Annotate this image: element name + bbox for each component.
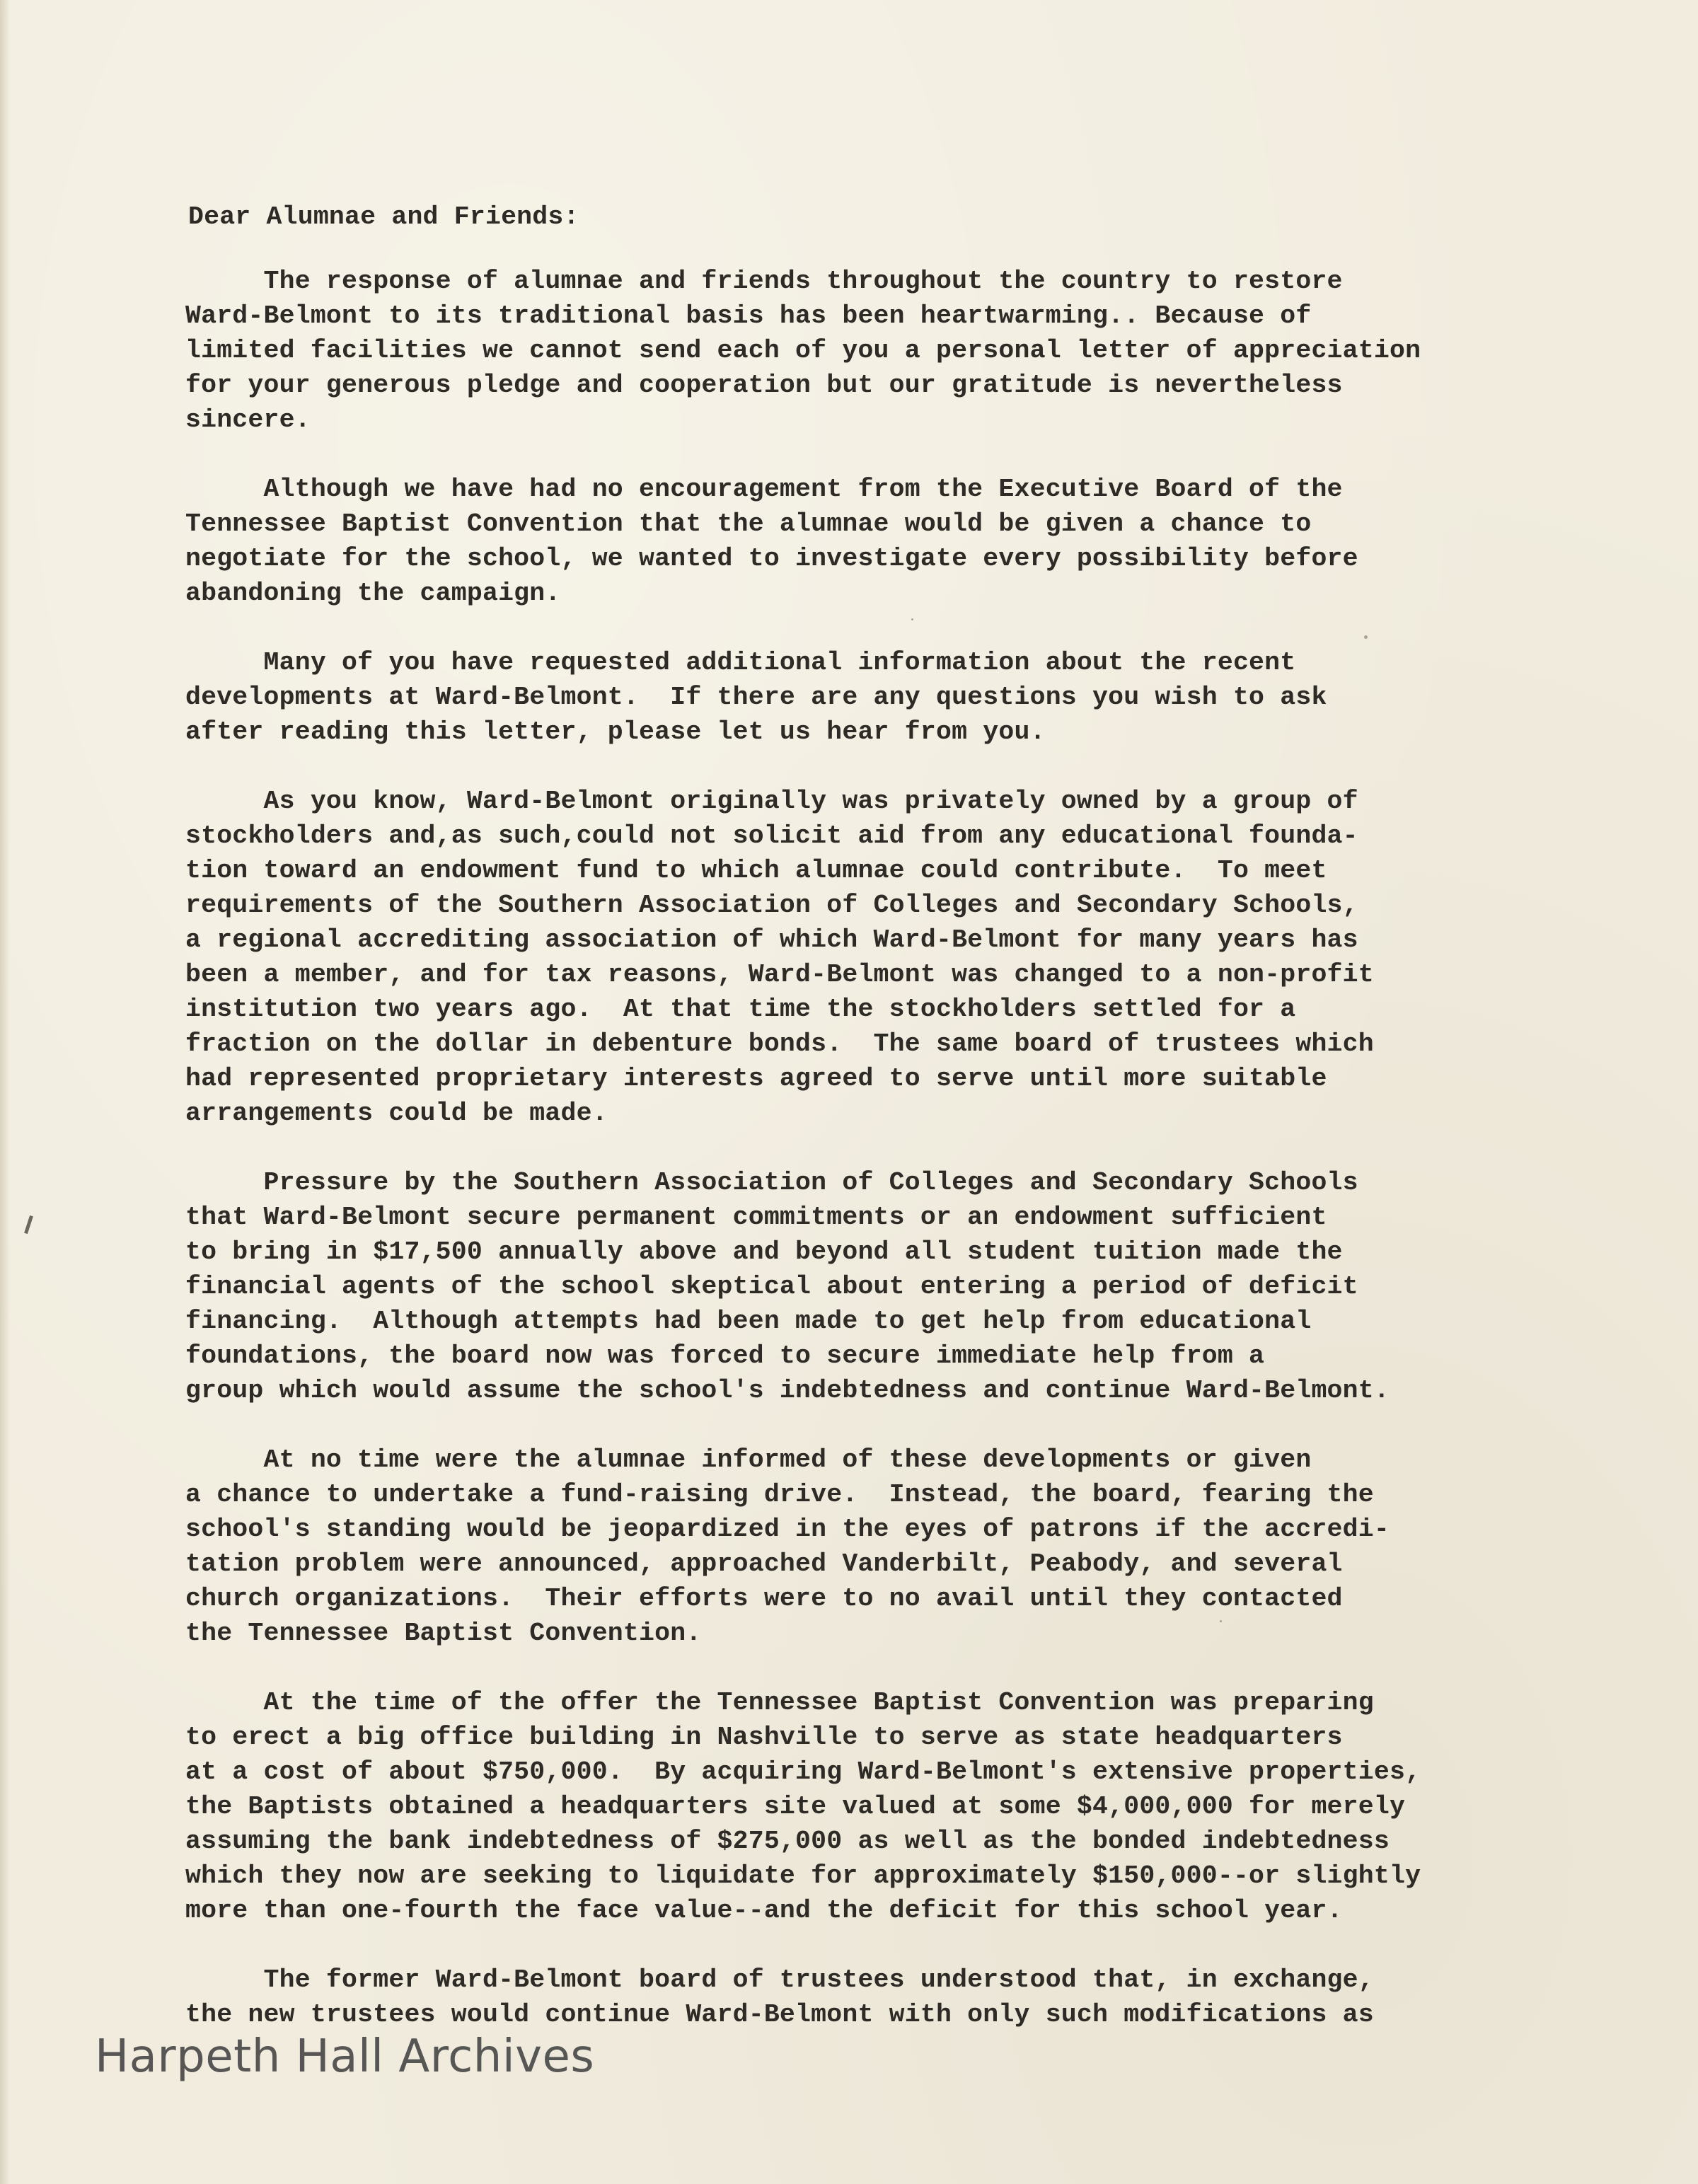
text-line: developments at Ward-Belmont. If there are any questions you wish to ask	[185, 683, 1327, 712]
text-line: stockholders and,as such,could not solicit aid from any educational founda-	[185, 821, 1358, 850]
paragraph-3	[185, 645, 1572, 749]
text-line: sincere.	[185, 405, 311, 434]
text-line: tation problem were announced, approached Vanderbilt, Peabody, and several	[185, 1549, 1343, 1578]
text-line: Pressure by the Southern Association of Colleges and Secondary Schools	[185, 1168, 1358, 1197]
text-line: limited facilities we cannot send each of you a personal letter of appreciation	[185, 336, 1421, 365]
text-line: The response of alumnae and friends throughout the country to restore	[185, 267, 1343, 296]
text-line: Many of you have requested additional information about the recent	[185, 648, 1296, 677]
text-line: tion toward an endowment fund to which alumnae could contribute. To meet	[185, 856, 1327, 885]
text-line: negotiate for the school, we wanted to investigate every possibility before	[185, 544, 1358, 573]
text-line: that Ward-Belmont secure permanent commitments or an endowment sufficient	[185, 1203, 1327, 1232]
paragraph-2	[185, 472, 1572, 611]
text-line: more than one-fourth the face value--and the deficit for this school year.	[185, 1896, 1343, 1925]
text-line: At the time of the offer the Tennessee Baptist Convention was preparing	[185, 1688, 1374, 1717]
text-line: a regional accrediting association of which Ward-Belmont for many years has	[185, 925, 1358, 954]
text-line: after reading this letter, please let us hear from you.	[185, 717, 1046, 746]
text-line: foundations, the board now was forced to secure immediate help from a	[185, 1341, 1265, 1370]
salutation: Dear Alumnae and Friends:	[188, 202, 579, 231]
text-line: a chance to undertake a fund-raising drive. Instead, the board, fearing the	[185, 1480, 1374, 1509]
text-line: arrangements could be made.	[185, 1099, 608, 1128]
text-line: to bring in $17,500 annually above and beyond all student tuition made the	[185, 1237, 1343, 1266]
text-line: to erect a big office building in Nashville to serve as state headquarters	[185, 1723, 1343, 1752]
text-line: fraction on the dollar in debenture bonds. The same board of trustees which	[185, 1029, 1374, 1058]
text-line: assuming the bank indebtedness of $275,000 as well as the bonded indebtedness	[185, 1827, 1390, 1856]
text-line: At no time were the alumnae informed of these developments or given	[185, 1445, 1312, 1474]
text-line: group which would assume the school's indebtedness and continue Ward-Belmont.	[185, 1376, 1390, 1405]
text-line: financing. Although attempts had been made to get help from educational	[185, 1307, 1312, 1336]
text-line: Although we have had no encouragement from the Executive Board of the	[185, 475, 1343, 504]
text-line: which they now are seeking to liquidate for approximately $150,000--or slightly	[185, 1861, 1421, 1890]
text-line: the new trustees would continue Ward-Belmont with only such modifications as	[185, 2000, 1374, 2029]
text-line: church organizations. Their efforts were to no avail until they contacted	[185, 1584, 1343, 1613]
paragraph-6	[185, 1443, 1572, 1651]
text-line: requirements of the Southern Association of Colleges and Secondary Schools,	[185, 891, 1358, 920]
text-line: school's standing would be jeopardized in the eyes of patrons if the accredi-	[185, 1515, 1390, 1544]
paper-left-edge	[0, 0, 10, 2184]
text-line: institution two years ago. At that time the stockholders settled for a	[185, 995, 1296, 1024]
text-line: As you know, Ward-Belmont originally was privately owned by a group of	[185, 787, 1358, 816]
text-line: abandoning the campaign.	[185, 579, 561, 608]
paragraph-7	[185, 1685, 1572, 1928]
text-line: had represented proprietary interests agreed to serve until more suitable	[185, 1064, 1327, 1093]
text-line: the Tennessee Baptist Convention.	[185, 1619, 702, 1648]
text-line: Tennessee Baptist Convention that the alumnae would be given a chance to	[185, 509, 1312, 538]
text-line: for your generous pledge and cooperation but our gratitude is nevertheless	[185, 371, 1343, 400]
text-line: financial agents of the school skeptical about entering a period of deficit	[185, 1272, 1358, 1301]
paragraph-5	[185, 1165, 1572, 1408]
text-line: the Baptists obtained a headquarters site valued at some $4,000,000 for merely	[185, 1792, 1406, 1821]
paragraph-8	[185, 1963, 1572, 2032]
archive-watermark: Harpeth Hall Archives	[95, 2030, 595, 2083]
paragraph-1	[185, 264, 1572, 437]
text-line: Ward-Belmont to its traditional basis has been heartwarming.. Because of	[185, 301, 1312, 330]
text-line: been a member, and for tax reasons, Ward-Belmont was changed to a non-profit	[185, 960, 1374, 989]
letter-body	[185, 200, 1572, 2067]
text-line: The former Ward-Belmont board of trustees understood that, in exchange,	[185, 1965, 1374, 1994]
text-line: at a cost of about $750,000. By acquiring Ward-Belmont's extensive properties,	[185, 1757, 1421, 1786]
paragraph-4	[185, 784, 1572, 1131]
